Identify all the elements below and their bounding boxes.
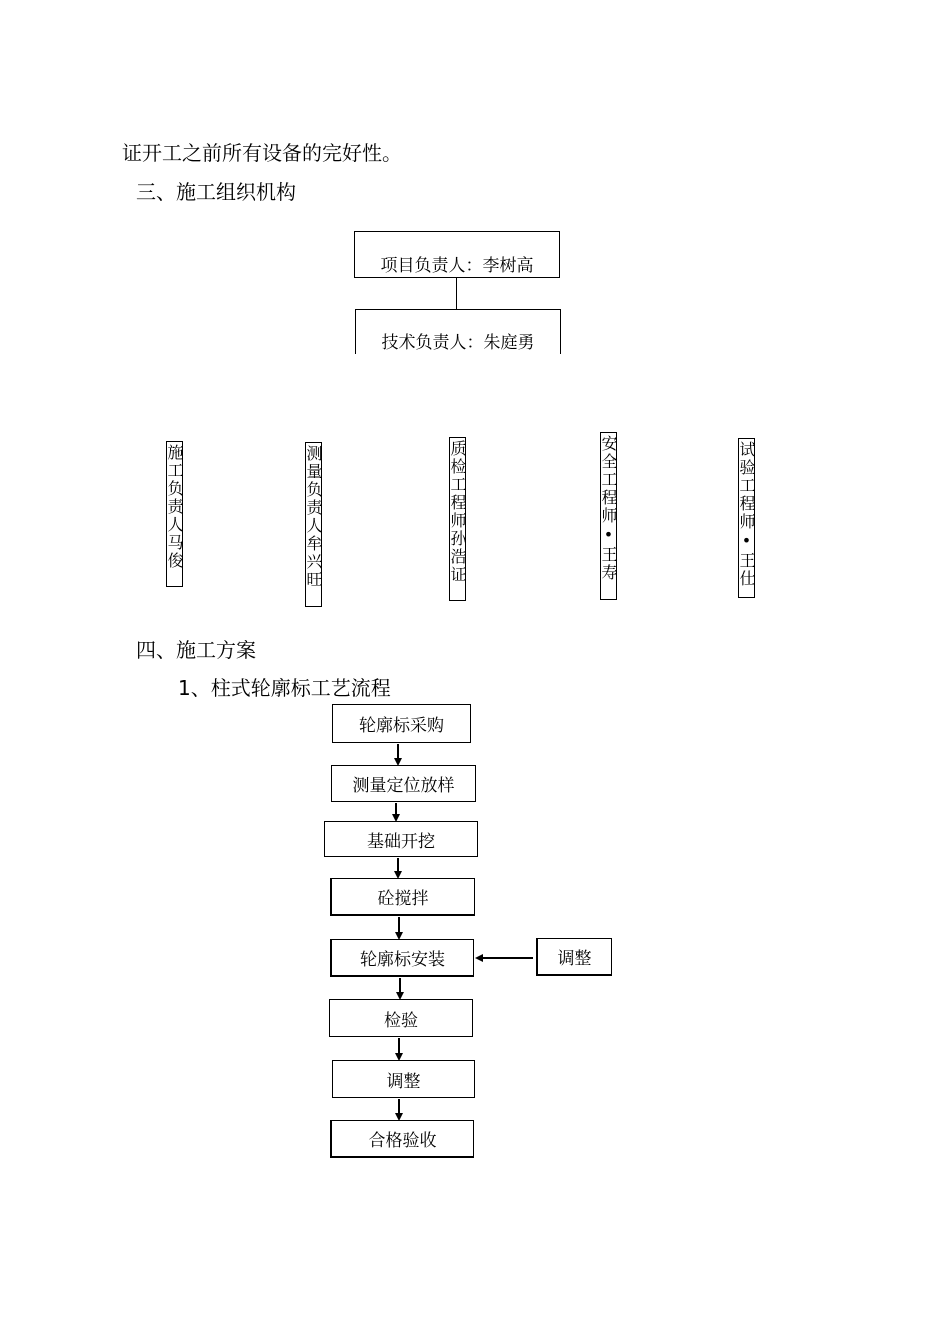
flow-step-survey-layout: 测量定位放样	[331, 765, 476, 802]
subsection-1-heading: 1、柱式轮廓标工艺流程	[178, 676, 391, 700]
section-3-heading: 三、施工组织机构	[136, 180, 296, 204]
flow-step-concrete-mixing: 砼搅拌	[330, 878, 475, 916]
flow-side-adjust: 调整	[536, 938, 612, 976]
org-member-construction: 施工负责人马俊	[166, 441, 183, 587]
flow-step-procurement: 轮廓标采购	[332, 704, 471, 743]
continuation-text: 证开工之前所有设备的完好性。	[122, 141, 402, 165]
org-member-testing: 试验工程师•王仕	[738, 438, 755, 598]
flow-step-installation: 轮廓标安装	[330, 939, 474, 977]
org-member-safety: 安全工程师•王寿	[600, 432, 617, 600]
org-tech-lead-label: 技术负责人：朱庭勇	[381, 333, 535, 353]
org-member-survey: 测量负责人牟兴旺	[305, 442, 322, 607]
flow-step-adjust: 调整	[332, 1060, 475, 1098]
flow-step-excavation: 基础开挖	[324, 821, 478, 857]
org-member-quality: 质检工程师孙浩证	[449, 437, 466, 601]
flow-step-inspection: 检验	[329, 999, 473, 1037]
flow-step-final-acceptance: 合格验收	[330, 1120, 474, 1158]
org-project-lead-label: 项目负责人：李树高	[380, 256, 534, 276]
section-4-heading: 四、施工方案	[136, 638, 256, 662]
